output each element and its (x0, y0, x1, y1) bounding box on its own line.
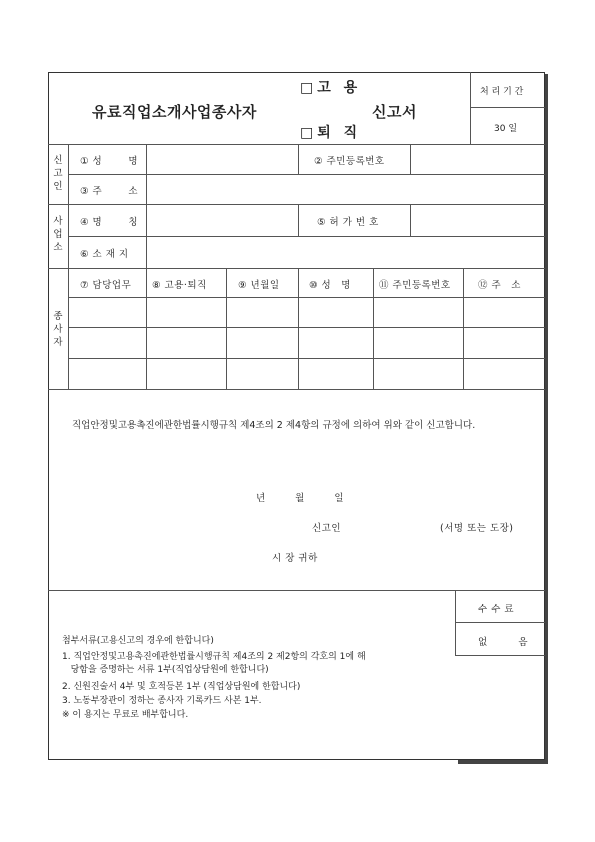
fee-label: 수 수 료 (478, 604, 515, 615)
business-name-field[interactable] (147, 205, 297, 235)
reporter-section-label: 신 고 인 (53, 155, 63, 192)
workers-section-label: 종 사 자 (53, 311, 63, 348)
workers-col-hire-retire: ⑧ 고용·퇴직 (152, 280, 207, 291)
line-reporter-rrn-left (298, 144, 299, 174)
table-row-2-rrn[interactable] (377, 335, 461, 355)
table-row-3-rrn[interactable] (377, 366, 461, 386)
checkbox-hire[interactable]: □고 용 (300, 80, 362, 96)
reporter-name-field[interactable] (147, 145, 297, 173)
reporter-address-label: ③ 주 소 (80, 186, 138, 197)
reporter-name-label: ① 성 명 (80, 156, 138, 167)
reporter-rrn-field[interactable] (411, 145, 544, 173)
table-row-1-date[interactable] (230, 305, 296, 325)
table-row-3-address[interactable] (467, 366, 543, 386)
table-row-3-date[interactable] (230, 366, 296, 386)
workers-col-name: ⑩ 성 명 (309, 280, 351, 291)
processing-period-value: 30 일 (494, 124, 518, 134)
attachment-item-1-cont: 당함을 증명하는 서류 1부(직업상담원에 한합니다) (62, 665, 269, 675)
workers-col-rrn: ⑪ 주민등록번호 (379, 280, 451, 291)
table-row-2-address[interactable] (467, 335, 543, 355)
attachment-item-2: 2. 신원진술서 4부 및 호적등본 1부 (직업상담원에 한합니다) (62, 682, 301, 692)
table-row-3-hire-retire[interactable] (150, 366, 224, 386)
line-workers-col3 (226, 268, 227, 389)
frame-shadow-bottom (458, 760, 548, 764)
statement-text: 직업안정및고용촉진에관한법률시행규칙 제4조의 2 제4항의 규정에 의하여 위와 같이 신고합니다. (72, 420, 476, 431)
fee-value: 없 음 (478, 637, 528, 648)
reporter-rrn-label: ② 주민등록번호 (314, 156, 385, 167)
business-name-label: ④ 명 칭 (80, 217, 138, 228)
business-section-label: 사 업 소 (53, 216, 63, 253)
frame-shadow-right (545, 74, 548, 764)
line-workers-bottom (48, 389, 545, 390)
line-workers-col4 (298, 268, 299, 389)
line-fee-left (455, 590, 456, 655)
statement-date[interactable]: 년 월 일 (256, 493, 344, 504)
table-row-1-name[interactable] (302, 305, 371, 325)
line-fee-bottom (455, 655, 545, 656)
business-location-label: ⑥ 소 재 지 (80, 249, 129, 260)
table-row-3-duty[interactable] (72, 366, 144, 386)
attachment-item-1: 1. 직업안정및고용촉진에관한법률시행규칙 제4조의 2 제2항의 각호의 1에 해 (62, 652, 366, 662)
line-workers-row1 (68, 327, 545, 328)
line-workers-header (68, 297, 545, 298)
table-row-2-hire-retire[interactable] (150, 335, 224, 355)
line-workers-col6 (463, 268, 464, 389)
business-license-label: ⑤ 허 가 번 호 (317, 217, 379, 228)
reporter-signature-label: 신고인 (312, 523, 342, 534)
table-row-1-duty[interactable] (72, 305, 144, 325)
workers-col-duty: ⑦ 담당업무 (80, 280, 132, 291)
table-row-1-hire-retire[interactable] (150, 305, 224, 325)
processing-divider (470, 107, 545, 108)
line-business-bottom (48, 268, 545, 269)
free-distribution-note: ※ 이 용지는 무료로 배부합니다. (62, 710, 189, 720)
line-business-license-left (298, 204, 299, 236)
attachment-item-3: 3. 노동부장관이 정하는 종사자 기록카드 사본 1부. (62, 696, 262, 706)
table-row-2-date[interactable] (230, 335, 296, 355)
table-row-2-duty[interactable] (72, 335, 144, 355)
line-section-label-col (68, 144, 69, 389)
table-row-3-name[interactable] (302, 366, 371, 386)
table-row-2-name[interactable] (302, 335, 371, 355)
line-workers-col5 (373, 268, 374, 389)
workers-col-date: ⑨ 년월일 (238, 280, 280, 291)
header-divider (470, 72, 471, 144)
line-fee-mid (455, 622, 545, 623)
form-title-suffix: 신고서 (372, 103, 417, 121)
workers-col-address: ⑫ 주 소 (478, 280, 521, 291)
table-row-1-rrn[interactable] (377, 305, 461, 325)
business-location-field[interactable] (147, 237, 544, 267)
line-statement-bottom (48, 590, 545, 591)
table-row-1-address[interactable] (467, 305, 543, 325)
checkbox-retire[interactable]: □퇴 직 (300, 125, 362, 141)
attachments-heading: 첨부서류(고용신고의 경우에 한합니다) (62, 636, 214, 646)
processing-period-label: 처 리 기 간 (480, 87, 524, 97)
business-license-field[interactable] (411, 205, 544, 235)
signature-hint: (서명 또는 도장) (440, 523, 514, 534)
reporter-address-field[interactable] (147, 175, 544, 203)
addressee: 시 장 귀하 (272, 553, 318, 564)
line-workers-row2 (68, 358, 545, 359)
form-title: 유료직업소개사업종사자 (92, 103, 257, 121)
